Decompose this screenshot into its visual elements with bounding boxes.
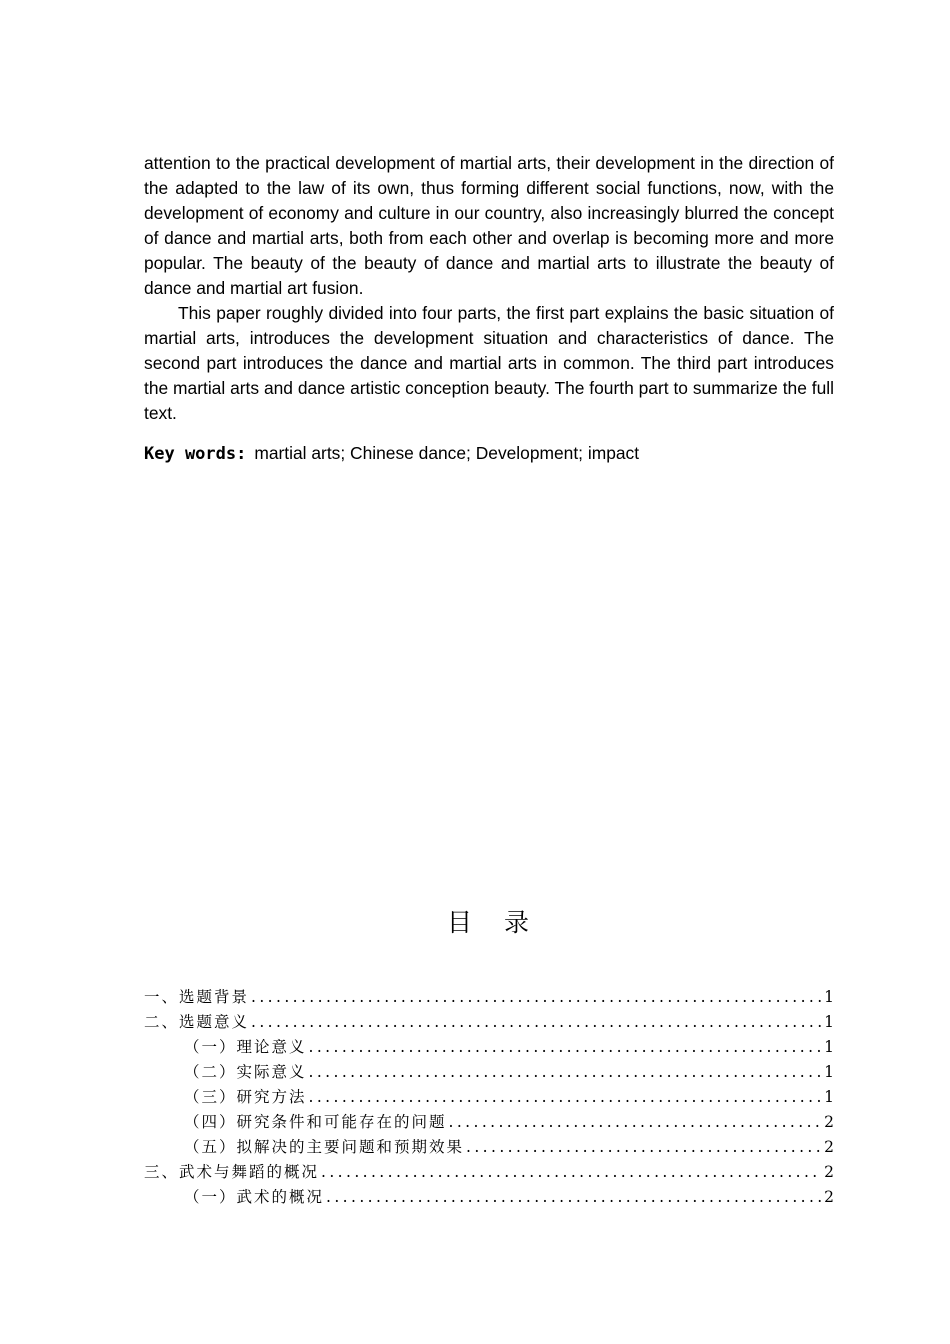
toc-leader-dots xyxy=(251,985,822,1010)
toc-entry[interactable] xyxy=(144,985,834,1010)
toc-entry[interactable] xyxy=(144,1035,834,1060)
toc-entry-label: （一）理论意义 xyxy=(184,1038,307,1056)
toc-leader-dots xyxy=(326,1185,822,1210)
toc-leader-dots xyxy=(309,1085,823,1110)
keywords-value: martial arts; Chinese dance; Development; impact xyxy=(254,443,640,463)
table-of-contents xyxy=(144,985,834,1210)
toc-entry-label: 二、选题意义 xyxy=(144,1013,250,1031)
toc-leader-dots xyxy=(449,1110,823,1135)
abstract-paragraph-1: attention to the practical development of martial arts, their development in the direction of the adapted to the law of its own, thus forming different social functions, now, with the development of economy and culture in our country, also increasingly blurred the concept of dance and martial arts, both from each other and overlap is becoming more and more popular. The beauty of the beauty of dance and martial arts to illustrate the beauty of dance and martial art fusion. xyxy=(144,153,834,298)
toc-entry-label: （一）武术的概况 xyxy=(184,1188,325,1206)
toc-entry-label: （三）研究方法 xyxy=(184,1088,307,1106)
toc-leader-dots xyxy=(251,1010,822,1035)
toc-leader-dots xyxy=(466,1135,822,1160)
abstract-paragraph-2: This paper roughly divided into four parts, the first part explains the basic situation of martial arts, introduces the development situation and characteristics of dance. The second part introduces the dance and martial arts in common. The third part introduces the martial arts and dance artistic conception beauty. The fourth part to summarize the full text. xyxy=(144,303,834,423)
toc-entry[interactable] xyxy=(144,1110,834,1135)
keywords-label: Key words: xyxy=(144,444,247,464)
toc-entry-label: （二）实际意义 xyxy=(184,1063,307,1081)
toc-entry-page: 2 xyxy=(824,1188,834,1206)
toc-entry-page: 2 xyxy=(824,1163,834,1181)
toc-entry-page: 1 xyxy=(824,1063,834,1081)
toc-entry-page: 1 xyxy=(824,1038,834,1056)
toc-leader-dots xyxy=(309,1060,823,1085)
toc-entry[interactable] xyxy=(144,1185,834,1210)
english-abstract xyxy=(144,151,834,426)
toc-entry[interactable] xyxy=(144,1085,834,1110)
toc-entry-page: 1 xyxy=(824,1088,834,1106)
toc-entry[interactable] xyxy=(144,1060,834,1085)
toc-entry-page: 1 xyxy=(824,1013,834,1031)
toc-entry[interactable] xyxy=(144,1010,834,1035)
toc-entry-label: 一、选题背景 xyxy=(144,988,250,1006)
toc-leader-dots xyxy=(321,1160,822,1185)
toc-leader-dots xyxy=(309,1035,823,1060)
toc-title: 目 录 xyxy=(447,908,541,937)
toc-entry-page: 1 xyxy=(824,988,834,1006)
toc-entry-label: （四）研究条件和可能存在的问题 xyxy=(184,1113,447,1131)
toc-entry-page: 2 xyxy=(824,1113,834,1131)
toc-entry-page: 2 xyxy=(824,1138,834,1156)
toc-entry-label: 三、武术与舞蹈的概况 xyxy=(144,1163,320,1181)
keywords-line xyxy=(144,440,834,467)
toc-entry[interactable] xyxy=(144,1135,834,1160)
toc-entry-label: （五）拟解决的主要问题和预期效果 xyxy=(184,1138,465,1156)
toc-entry[interactable] xyxy=(144,1160,834,1185)
